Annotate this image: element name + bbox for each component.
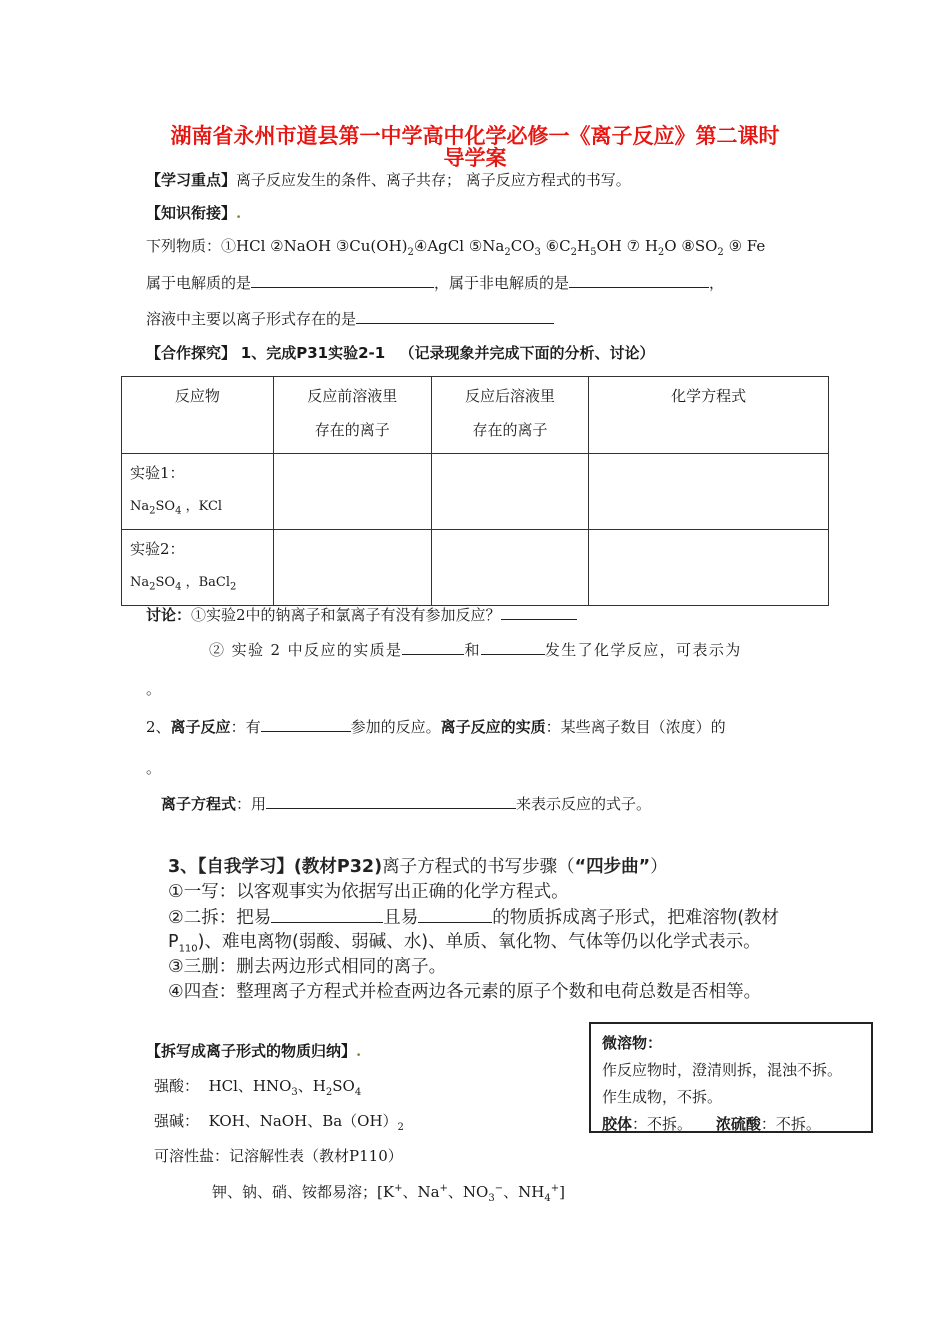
discussion-end: 。 bbox=[146, 680, 162, 698]
explore-task: 1、完成P31实验2-1 bbox=[240, 344, 386, 362]
acid-part: SO bbox=[332, 1077, 355, 1095]
nonelectrolyte-label: ，属于非电解质的是 bbox=[434, 274, 570, 292]
step-2 bbox=[168, 905, 779, 930]
substance-item: ⑥C bbox=[545, 237, 571, 255]
substance-item: ⑤Na bbox=[468, 237, 505, 255]
strong-bases bbox=[154, 1111, 404, 1131]
rule-sub: 4 bbox=[544, 1193, 551, 1204]
base-text: KOH、NaOH、Ba（OH） bbox=[208, 1112, 398, 1130]
ions-blank[interactable] bbox=[356, 308, 554, 324]
acid-part: HCl、HNO bbox=[208, 1077, 292, 1095]
header-before-line1: 反应前溶液里 bbox=[307, 387, 398, 405]
strong-acids bbox=[154, 1076, 361, 1096]
rule-sub: 3 bbox=[488, 1193, 495, 1204]
substance-item: ⑨ Fe bbox=[728, 237, 766, 255]
page-title: 湖南省永州市道县第一中学高中化学必修一《离子反应》第二课时 bbox=[170, 124, 780, 148]
experiment-reactants bbox=[130, 490, 273, 524]
acid-sub: 3 bbox=[291, 1087, 298, 1098]
ionic-text2: ：某些离子数目（浓度）的 bbox=[545, 718, 726, 736]
rule-part: 、Na bbox=[402, 1183, 440, 1201]
ionic-equation-definition bbox=[161, 793, 651, 814]
knowledge-heading bbox=[146, 203, 241, 223]
experiment-reactants bbox=[130, 566, 273, 600]
study-focus bbox=[146, 170, 631, 190]
ionic-text1: 参加的反应。 bbox=[350, 718, 441, 736]
ionic-label: 离子反应 bbox=[170, 718, 231, 736]
ionic-essence-label: 离子反应的实质 bbox=[440, 718, 546, 736]
summary-label: 【拆写成离子形式的物质归纳】 bbox=[146, 1042, 357, 1060]
header-before bbox=[273, 377, 431, 454]
substance-item: O bbox=[664, 237, 677, 255]
experiment-name: 实验2： bbox=[130, 540, 185, 558]
substance-sub: 2 bbox=[504, 247, 511, 258]
step-2-c: 的物质拆成离子形式，把难溶物(教材 bbox=[492, 908, 780, 928]
substance-list bbox=[146, 236, 765, 256]
nonelectrolyte-blank[interactable] bbox=[569, 272, 709, 288]
substance-item: ⑧SO bbox=[681, 237, 718, 255]
base-label: 强碱： bbox=[154, 1112, 200, 1130]
soluble-rule bbox=[212, 1182, 565, 1202]
reactant-part: Na bbox=[130, 499, 150, 514]
acid-label: 强酸： bbox=[154, 1077, 200, 1095]
answer-cell[interactable] bbox=[273, 454, 431, 530]
header-before-line2: 存在的离子 bbox=[314, 421, 390, 439]
table-row bbox=[122, 454, 829, 530]
reactant-sub: 2 bbox=[149, 581, 156, 593]
steps-heading-b: 离子方程式的书写步骤（ bbox=[382, 857, 575, 877]
answer-cell[interactable] bbox=[589, 530, 829, 606]
discussion-q2-blank1[interactable] bbox=[402, 639, 464, 655]
step-2-b: 且易 bbox=[383, 908, 419, 928]
rule-text: 钾、钠、硝、铵都易溶；[K bbox=[212, 1183, 395, 1201]
steps-heading bbox=[168, 855, 668, 879]
box-title: 微溶物： bbox=[602, 1034, 663, 1052]
substance-item: H bbox=[576, 237, 591, 255]
base-sub: 2 bbox=[397, 1122, 404, 1133]
discussion-q2 bbox=[209, 639, 742, 660]
soluble-salts bbox=[154, 1146, 403, 1166]
header-equation: 化学方程式 bbox=[589, 377, 829, 454]
step-2-blank2[interactable] bbox=[418, 905, 492, 923]
acid-sub: 4 bbox=[354, 1087, 362, 1098]
box-line-3 bbox=[602, 1111, 871, 1138]
table-row bbox=[122, 530, 829, 606]
substance-item: ②NaOH bbox=[270, 237, 332, 255]
electrolyte-question bbox=[146, 272, 724, 293]
slightly-soluble-box bbox=[589, 1022, 873, 1133]
summary-heading bbox=[146, 1041, 361, 1061]
conc-acid-label: 浓硫酸 bbox=[715, 1115, 761, 1133]
answer-cell[interactable] bbox=[273, 530, 431, 606]
discussion-q1-blank[interactable] bbox=[501, 604, 577, 620]
steps-heading-a: 3、【自我学习】(教材P32) bbox=[168, 857, 383, 877]
reactant-sub: 2 bbox=[149, 505, 156, 517]
step-2-e: )、难电离物(弱酸、弱碱、水)、单质、氧化物、气体等仍以化学式表示。 bbox=[197, 932, 761, 952]
step-2-p-sub: 110 bbox=[178, 943, 198, 955]
step-2-blank1[interactable] bbox=[271, 905, 383, 923]
substance-item: ①HCl bbox=[221, 237, 266, 255]
substance-sub: 2 bbox=[717, 247, 724, 258]
electrolyte-blank[interactable] bbox=[251, 272, 434, 288]
discussion-q2-text2: 发生了化学反应，可表示为 bbox=[544, 641, 742, 659]
ionic-reaction-definition bbox=[146, 716, 726, 737]
substance-sub: 2 bbox=[407, 247, 414, 258]
substance-item: ③Cu(OH) bbox=[335, 237, 408, 255]
discussion-q2-blank2[interactable] bbox=[481, 639, 545, 655]
colloid-label: 胶体 bbox=[602, 1115, 633, 1133]
box-line-2: 作生成物，不拆。 bbox=[602, 1088, 723, 1106]
summary-dot: . bbox=[356, 1042, 362, 1060]
explore-label: 【合作探究】 bbox=[146, 344, 237, 362]
rule-sup: + bbox=[550, 1183, 560, 1194]
header-after bbox=[431, 377, 589, 454]
colloid-text: ：不拆。 bbox=[632, 1115, 693, 1133]
ions-label: 溶液中主要以离子形式存在的是 bbox=[146, 310, 357, 328]
steps-heading-c: “四步曲” bbox=[574, 857, 651, 877]
equation-label: 离子方程式 bbox=[161, 795, 237, 813]
rule-sup: − bbox=[494, 1183, 504, 1194]
ionic-end: 。 bbox=[146, 759, 162, 777]
rule-sup: + bbox=[394, 1183, 403, 1194]
ionic-blank[interactable] bbox=[261, 716, 351, 732]
answer-cell[interactable] bbox=[589, 454, 829, 530]
knowledge-label: 【知识衔接】 bbox=[146, 204, 237, 222]
equation-blank[interactable] bbox=[266, 793, 516, 809]
step-3: ③三删：删去两边形式相同的离子。 bbox=[168, 957, 447, 977]
electrolyte-comma: ， bbox=[709, 274, 725, 292]
acid-sub: 2 bbox=[325, 1087, 333, 1098]
reactant-cell bbox=[122, 454, 274, 530]
substance-sub: 2 bbox=[657, 247, 665, 258]
reactant-cell bbox=[122, 530, 274, 606]
equation-a: ：用 bbox=[236, 795, 267, 813]
substance-sub: 5 bbox=[590, 247, 597, 258]
reactant-sub: 2 bbox=[230, 581, 237, 593]
study-focus-text: 离子反应发生的条件、离子共存； 离子反应方程式的书写。 bbox=[236, 171, 631, 189]
header-reactant: 反应物 bbox=[122, 377, 274, 454]
conc-acid-text: ：不拆。 bbox=[760, 1115, 821, 1133]
discussion-q2-text: ② 实验 2 中反应的实质是 bbox=[209, 641, 403, 659]
discussion-q1 bbox=[146, 604, 577, 625]
discussion-q1-text: ①实验2中的钠离子和氯离子有没有参加反应？ bbox=[191, 606, 501, 624]
substance-item: OH bbox=[596, 237, 622, 255]
answer-cell[interactable] bbox=[431, 530, 589, 606]
header-after-line1: 反应后溶液里 bbox=[464, 387, 555, 405]
header-after-line2: 存在的离子 bbox=[472, 421, 548, 439]
step-2-p: P bbox=[168, 932, 179, 952]
answer-cell[interactable] bbox=[431, 454, 589, 530]
rule-sup: + bbox=[439, 1183, 448, 1194]
table-header-row bbox=[122, 377, 829, 454]
steps-heading-d: ） bbox=[650, 857, 668, 877]
explore-heading bbox=[146, 343, 655, 363]
substance-item: ⑦ H bbox=[626, 237, 658, 255]
reactant-part: SO bbox=[155, 499, 176, 514]
ionic-colon: ：有 bbox=[230, 718, 261, 736]
step-4: ④四查：整理离子方程式并检查两边各元素的原子个数和电荷总数是否相等。 bbox=[168, 982, 762, 1002]
knowledge-dot: . bbox=[236, 204, 242, 222]
acid-part: 、H bbox=[297, 1077, 326, 1095]
experiment-name: 实验1： bbox=[130, 464, 185, 482]
reactant-part: Na bbox=[130, 575, 150, 590]
step-1: ①一写：以客观事实为依据写出正确的化学方程式。 bbox=[168, 882, 569, 902]
reactant-sub: 4 bbox=[175, 581, 182, 593]
substance-item: CO bbox=[510, 237, 535, 255]
salt-text: 记溶解性表（教材P110） bbox=[229, 1147, 403, 1165]
reactant-part: ，KCl bbox=[181, 499, 223, 514]
electrolyte-label: 属于电解质的是 bbox=[146, 274, 252, 292]
page-title-line2: 导学案 bbox=[443, 146, 507, 170]
discussion-label: 讨论： bbox=[146, 606, 192, 624]
reactant-part: ，BaCl bbox=[181, 575, 231, 590]
rule-part: 、NH bbox=[503, 1183, 545, 1201]
rule-part: ] bbox=[559, 1183, 565, 1201]
ionic-num: 2、 bbox=[146, 718, 171, 736]
box-line-1: 作反应物时，澄清则拆，混浊不拆。 bbox=[602, 1061, 843, 1079]
reactant-sub: 4 bbox=[175, 505, 182, 517]
step-2-a: ②二拆：把易 bbox=[168, 908, 272, 928]
reactant-part: SO bbox=[155, 575, 176, 590]
study-focus-label: 【学习重点】 bbox=[146, 171, 237, 189]
substance-intro: 下列物质： bbox=[146, 237, 222, 255]
experiment-table bbox=[121, 376, 829, 606]
equation-b: 来表示反应的式子。 bbox=[516, 795, 652, 813]
substance-sub: 2 bbox=[570, 247, 577, 258]
substance-item: ④AgCl bbox=[413, 237, 465, 255]
step-2-cont bbox=[168, 930, 761, 954]
substance-sub: 3 bbox=[534, 247, 541, 258]
discussion-q2-and: 和 bbox=[464, 641, 481, 659]
ions-question bbox=[146, 308, 554, 329]
rule-part: 、NO bbox=[447, 1183, 489, 1201]
salt-label: 可溶性盐： bbox=[154, 1147, 230, 1165]
explore-note: （记录现象并完成下面的分析、讨论） bbox=[399, 344, 655, 362]
